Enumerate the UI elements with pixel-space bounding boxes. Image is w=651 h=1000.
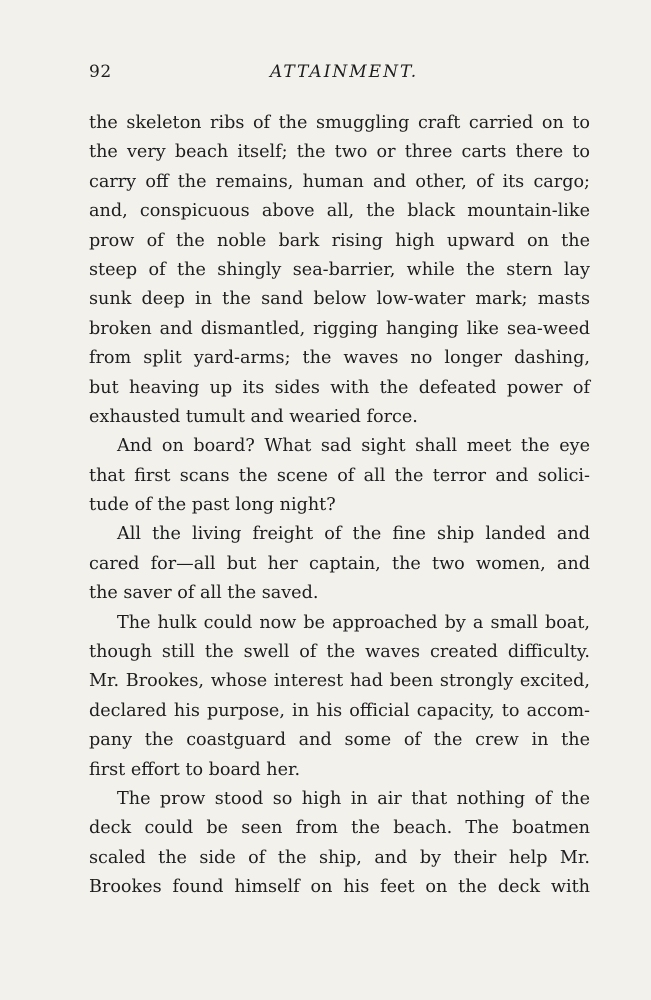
text-line: steep of the shingly sea-barrier, while the stern lay (89, 259, 590, 280)
text-line: The prow stood so high in air that nothing of the (117, 788, 590, 809)
text-line: and, conspicuous above all, the black mountain-like (89, 201, 590, 222)
text-line: the saver of all the saved. (89, 583, 319, 604)
page-number: 92 (89, 62, 112, 82)
text-line: though still the swell of the waves created difficulty. (89, 642, 590, 663)
text-line: deck could be seen from the beach. The boatmen (89, 818, 590, 839)
text-line: that first scans the scene of all the terror and solici- (89, 465, 590, 486)
text-line: from split yard-arms; the waves no longer dashing, (89, 348, 590, 369)
text-line: the skeleton ribs of the smuggling craft carried on to (89, 113, 590, 133)
text-line: pany the coastguard and some of the crew in the (89, 730, 590, 751)
text-line: carry off the remains, human and other, of its cargo; (89, 171, 590, 192)
text-line: first effort to board her. (89, 759, 301, 780)
text-line: sunk deep in the sand below low-water mark; masts (89, 289, 590, 310)
text-line: the very beach itself; the two or three carts there to (89, 142, 590, 163)
text-line: The hulk could now be approached by a small boat, (117, 612, 590, 633)
text-line: exhausted tumult and wearied force. (89, 406, 418, 427)
text-line: but heaving up its sides with the defeated power of (89, 377, 590, 398)
body-text (89, 109, 590, 903)
text-line: broken and dismantled, rigging hanging like sea-weed (89, 318, 590, 339)
text-line: declared his purpose, in his official capacity, to accom- (89, 700, 590, 721)
text-line: Brookes found himself on his feet on the deck with (89, 877, 590, 898)
text-line: Mr. Brookes, whose interest had been strongly excited, (89, 671, 590, 692)
page-header (89, 62, 589, 90)
text-line: prow of the noble bark rising high upward on the (89, 230, 590, 251)
text-line: tude of the past long night? (89, 495, 336, 516)
text-line: All the living freight of the fine ship landed and (117, 524, 590, 545)
text-line: And on board? What sad sight shall meet the eye (117, 436, 590, 457)
running-title: ATTAINMENT. (270, 62, 419, 82)
text-line: scaled the side of the ship, and by their help Mr. (89, 847, 590, 868)
text-line: cared for—all but her captain, the two women, and (89, 553, 590, 574)
